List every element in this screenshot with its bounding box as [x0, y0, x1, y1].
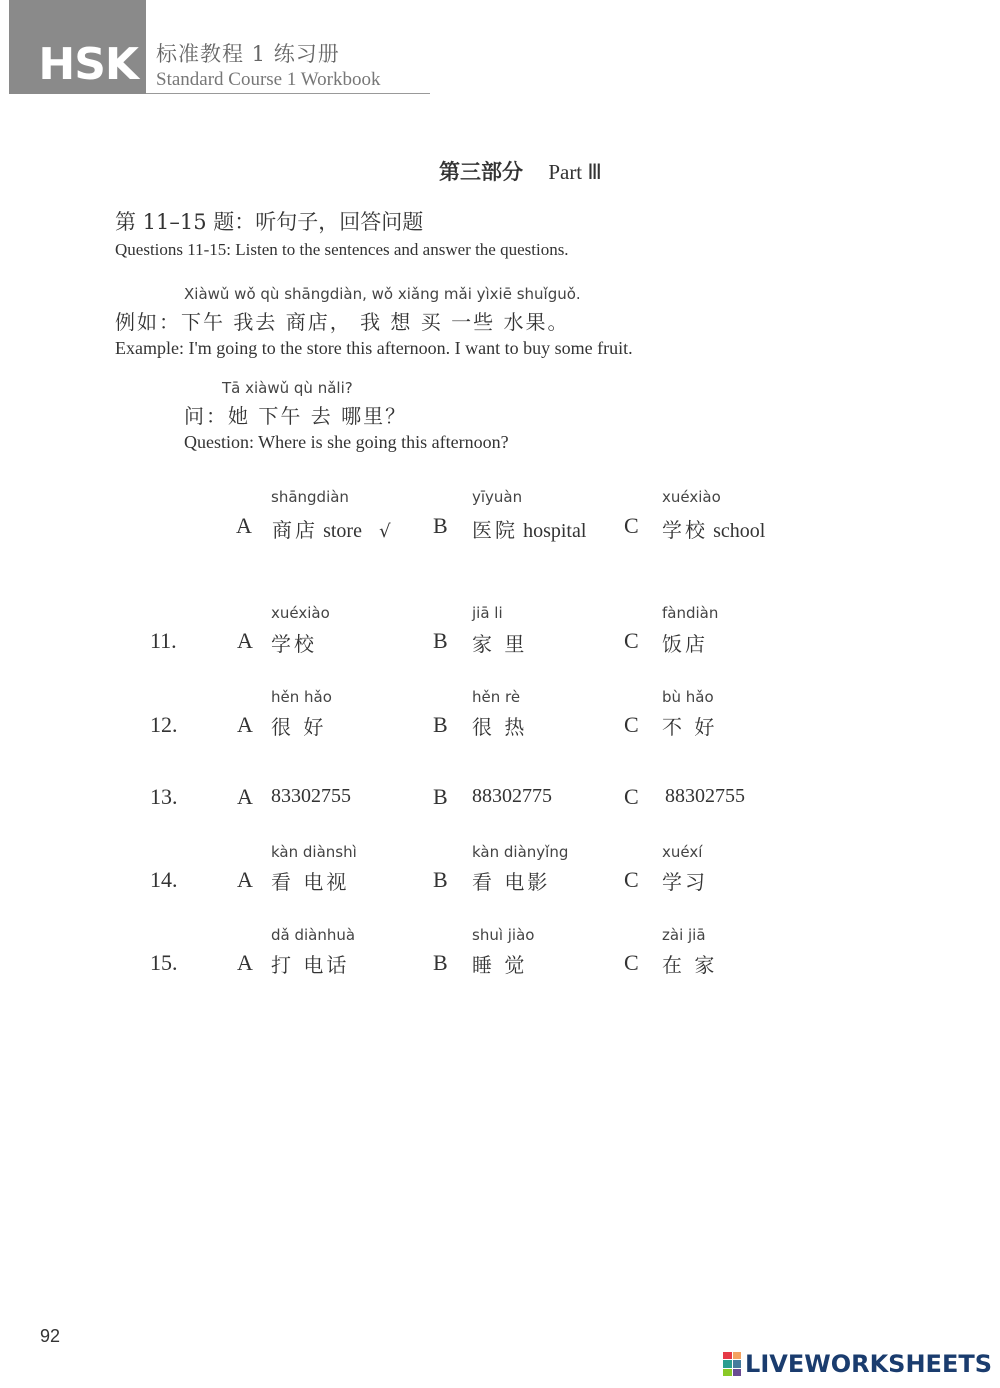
q12-b-letter[interactable]: B — [433, 712, 448, 737]
q13-c-text[interactable]: 88302755 — [665, 785, 745, 807]
q13-b-letter[interactable]: B — [433, 784, 448, 809]
example-english: Example: I'm going to the store this afternoon. I want to buy some fruit. — [115, 338, 633, 358]
q14-b-text[interactable]: 看 电影 — [472, 870, 551, 894]
q14-a-pinyin: kàn diànshì — [271, 843, 357, 861]
q15-b-pinyin: shuì jiào — [472, 926, 535, 944]
section-title-zh: 第三部分 — [439, 159, 523, 184]
example-option-c-english: school — [713, 520, 766, 542]
q13-a-letter[interactable]: A — [237, 784, 253, 809]
q11-b-letter[interactable]: B — [433, 628, 448, 653]
q15-c-pinyin: zài jiā — [662, 926, 706, 944]
q15-a-text[interactable]: 打 电话 — [271, 953, 350, 977]
example-option-a-hanzi: 商店 — [272, 518, 318, 542]
q12-c-text[interactable]: 不 好 — [662, 715, 718, 739]
hsk-logo: HSK — [9, 0, 146, 94]
q11-c-pinyin: fàndiàn — [662, 604, 719, 622]
example-option-b-letter: B — [433, 513, 448, 538]
example-option-b — [472, 514, 586, 543]
liveworksheets-brand — [723, 1350, 992, 1378]
q15-c-letter[interactable]: C — [624, 950, 639, 975]
section-title-en: Part Ⅲ — [548, 160, 602, 184]
question-11-number: 11. — [150, 628, 177, 653]
example-option-b-pinyin: yīyuàn — [472, 488, 523, 506]
example-option-a-english: store — [323, 520, 362, 542]
q11-b-pinyin: jiā li — [472, 604, 503, 622]
example-option-a-letter: A — [236, 513, 252, 538]
q11-a-letter[interactable]: A — [237, 628, 253, 653]
example-option-b-english: hospital — [523, 520, 587, 542]
q11-a-text[interactable]: 学校 — [271, 632, 317, 656]
example-option-c-letter: C — [624, 513, 639, 538]
example-sentence — [115, 306, 570, 335]
check-mark-icon: √ — [379, 521, 391, 542]
example-question-hanzi: 她 下午 去 哪里？ — [228, 404, 408, 428]
instructions-en: Questions 11-15: Listen to the sentences and answer the questions. — [115, 240, 569, 259]
q11-a-pinyin: xuéxiào — [271, 604, 330, 622]
q11-c-letter[interactable]: C — [624, 628, 639, 653]
q15-a-pinyin: dǎ diànhuà — [271, 926, 356, 944]
q12-b-text[interactable]: 很 热 — [472, 715, 528, 739]
q14-c-text[interactable]: 学习 — [662, 870, 708, 894]
example-pinyin: Xiàwǔ wǒ qù shāngdiàn, wǒ xiǎng mǎi yìxiē shuǐguǒ. — [184, 285, 581, 303]
q13-b-text[interactable]: 88302775 — [472, 785, 552, 807]
question-12-number: 12. — [150, 712, 178, 737]
example-option-b-hanzi: 医院 — [472, 518, 518, 542]
example-option-c-pinyin: xuéxiào — [662, 488, 721, 506]
q15-a-letter[interactable]: A — [237, 950, 253, 975]
question-14-number: 14. — [150, 867, 178, 892]
q15-c-text[interactable]: 在 家 — [662, 953, 718, 977]
q11-b-text[interactable]: 家 里 — [472, 632, 528, 656]
q14-c-pinyin: xuéxí — [662, 843, 703, 861]
q14-a-text[interactable]: 看 电视 — [271, 870, 350, 894]
example-question — [184, 400, 407, 429]
example-option-a-pinyin: shāngdiàn — [271, 488, 349, 506]
q13-a-text[interactable]: 83302755 — [271, 785, 351, 807]
q15-b-text[interactable]: 睡 觉 — [472, 953, 528, 977]
page-number: 92 — [40, 1326, 61, 1346]
q15-b-letter[interactable]: B — [433, 950, 448, 975]
q13-c-letter[interactable]: C — [624, 784, 639, 809]
q12-b-pinyin: hěn rè — [472, 688, 521, 706]
example-question-english: Question: Where is she going this afternoon? — [184, 432, 509, 452]
question-15-number: 15. — [150, 950, 178, 975]
q14-c-letter[interactable]: C — [624, 867, 639, 892]
liveworksheets-logo-icon — [723, 1352, 741, 1376]
example-question-pinyin: Tā xiàwǔ qù nǎli? — [222, 379, 353, 397]
q12-a-letter[interactable]: A — [237, 712, 253, 737]
q12-a-pinyin: hěn hǎo — [271, 688, 332, 706]
q14-b-pinyin: kàn diànyǐng — [472, 843, 569, 861]
q12-c-letter[interactable]: C — [624, 712, 639, 737]
example-option-c-hanzi: 学校 — [662, 518, 708, 542]
question-13-number: 13. — [150, 784, 178, 809]
example-option-c — [662, 514, 765, 543]
section-title — [439, 156, 602, 186]
example-hanzi: 下午 我去 商店， 我 想 买 一些 水果。 — [181, 310, 570, 334]
q14-b-letter[interactable]: B — [433, 867, 448, 892]
example-option-a — [272, 514, 391, 543]
q12-c-pinyin: bù hǎo — [662, 688, 714, 706]
q11-c-text[interactable]: 饭店 — [662, 632, 708, 656]
instructions-zh: 第 11–15 题：听句子，回答问题 — [115, 210, 424, 234]
q12-a-text[interactable]: 很 好 — [271, 715, 327, 739]
q14-a-letter[interactable]: A — [237, 867, 253, 892]
header-title-zh: 标准教程 1 练习册 — [156, 42, 340, 66]
liveworksheets-text: LIVEWORKSHEETS — [745, 1350, 992, 1378]
header-title-en: Standard Course 1 Workbook — [156, 69, 381, 90]
header-divider — [146, 93, 430, 94]
example-label: 例如： — [115, 310, 181, 334]
example-question-label: 问： — [184, 404, 228, 428]
